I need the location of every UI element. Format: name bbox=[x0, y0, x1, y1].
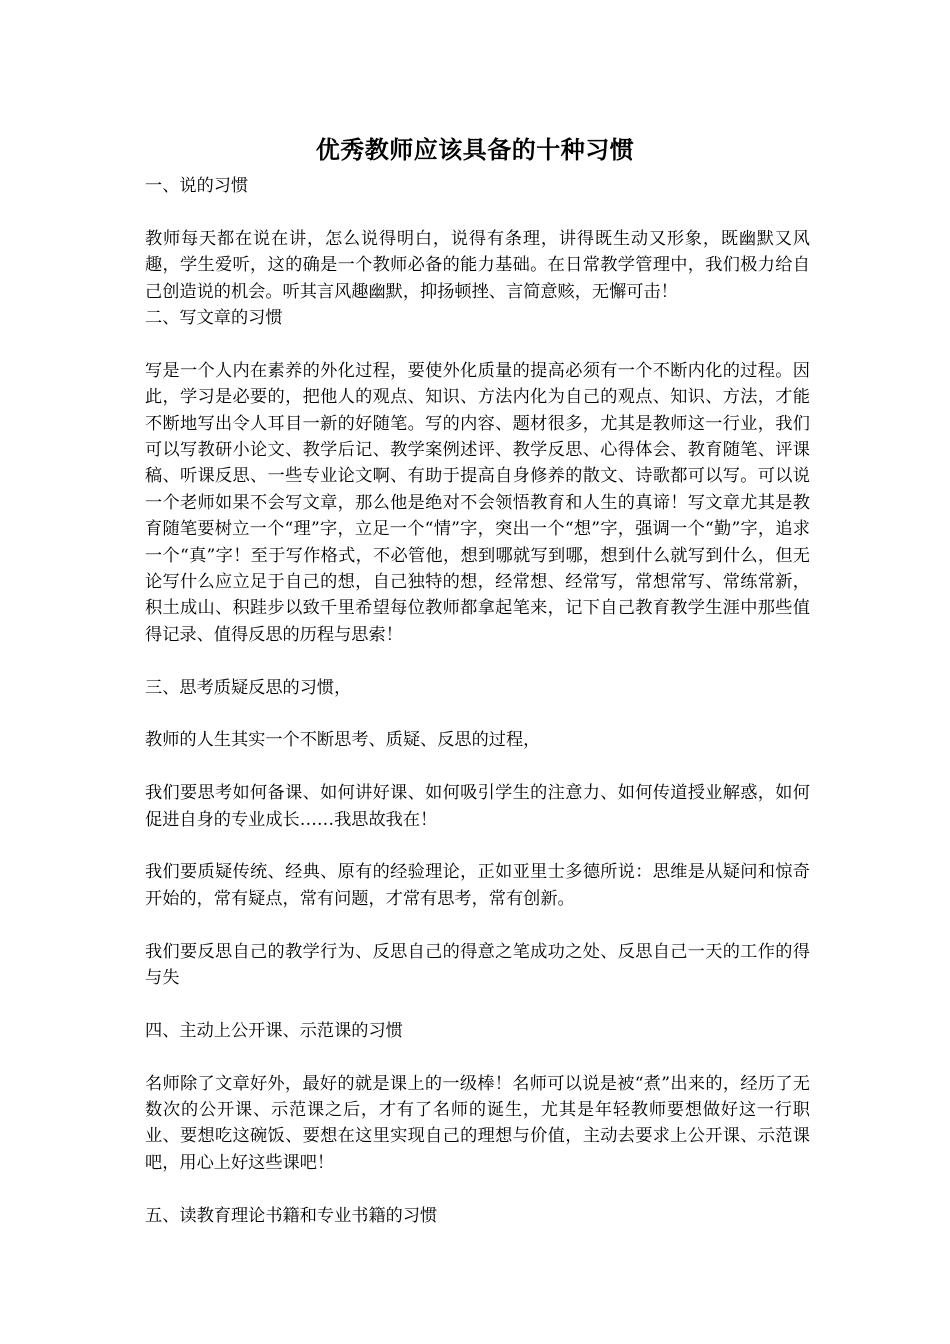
body-paragraph: 我们要反思自己的教学行为、反思自己的得意之笔成功之处、反思自己一天的工作的得与失 bbox=[145, 941, 810, 989]
paragraph-spacer bbox=[145, 912, 810, 938]
paragraph-spacer bbox=[145, 1044, 810, 1070]
paragraph-spacer bbox=[145, 701, 810, 727]
paragraph-spacer bbox=[145, 331, 810, 357]
paragraph-spacer bbox=[145, 199, 810, 225]
section-heading: 四、主动上公开课、示范课的习惯 bbox=[145, 1020, 403, 1041]
section-heading: 五、读教育理论书籍和专业书籍的习惯 bbox=[145, 1205, 438, 1226]
body-paragraph: 教师的人生其实一个不断思考、质疑、反思的过程， bbox=[145, 730, 541, 751]
body-paragraph: 我们要思考如何备课、如何讲好课、如何吸引学生的注意力、如何传道授业解惑，如何促进自身的专业成长……我思故我在！ bbox=[145, 783, 810, 830]
document-body bbox=[145, 173, 810, 1229]
section-heading: 一、说的习惯 bbox=[145, 176, 249, 196]
body-paragraph: 名师除了文章好外，最好的就是课上的一级棒！名师可以说是被“煮”出来的，经历了无数次的公开课、示范课之后，才有了名师的诞生，尤其是年轻教师要想做好这一行职业、要想吃这碗饭、要想在这里实现自己的理想与价值，主动去要求上公开课、示范课吧，用心上好这些课吧！ bbox=[145, 1073, 810, 1173]
body-paragraph: 教师每天都在说在讲，怎么说得明白，说得有条理，讲得既生动又形象，既幽默又风趣，学生爱听，这的确是一个教师必备的能力基础。在日常教学管理中，我们极力给自己创造说的机会。听其言风趣幽默，抑扬顿挫、言简意赅，无懈可击！ bbox=[145, 228, 810, 302]
body-paragraph: 写是一个人内在素养的外化过程，要使外化质量的提高必须有一个不断内化的过程。因此，学习是必要的，把他人的观点、知识、方法内化为自己的观点、知识、方法，才能不断地写出令人耳目一新的好随笔。写的内容、题材很多，尤其是教师这一行业，我们可以写教研小论文、教学后记、教学案例述评、教学反思、心得体会、教育随笔、评课稿、听课反思、一些专业论文啊、有助于提高自身修养的散文、诗歌都可以写。可以说一个老师如果不会写文章，那么他是绝对不会领悟教育和人生的真谛！写文章尤其是教育随笔要树立一个“理”字，立足一个“情”字，突出一个“想”字，强调一个“勤”字，追求一个“真”字！至于写作格式，不必管他，想到哪就写到哪，想到什么就写到什么，但无论写什么应立足于自己的想，自己独特的想，经常想、经常写，常想常写、常练常新，积土成山、积跬步以致千里希望每位教师都拿起笔来，记下自己教育教学生涯中那些值得记录、值得反思的历程与思索！ bbox=[145, 360, 810, 645]
body-paragraph: 我们要质疑传统、经典、原有的经验理论，正如亚里士多德所说：思维是从疑问和惊奇开始的，常有疑点，常有问题，才常有思考，常有创新。 bbox=[145, 862, 810, 909]
paragraph-spacer bbox=[145, 648, 810, 674]
document-title: 优秀教师应该具备的十种习惯 bbox=[315, 135, 635, 164]
paragraph-spacer bbox=[145, 833, 810, 859]
section-heading: 二、写文章的习惯 bbox=[145, 308, 283, 329]
paragraph-spacer bbox=[145, 991, 810, 1017]
paragraph-spacer bbox=[145, 754, 810, 780]
section-heading: 三、思考质疑反思的习惯， bbox=[145, 677, 352, 698]
paragraph-spacer bbox=[145, 1176, 810, 1202]
